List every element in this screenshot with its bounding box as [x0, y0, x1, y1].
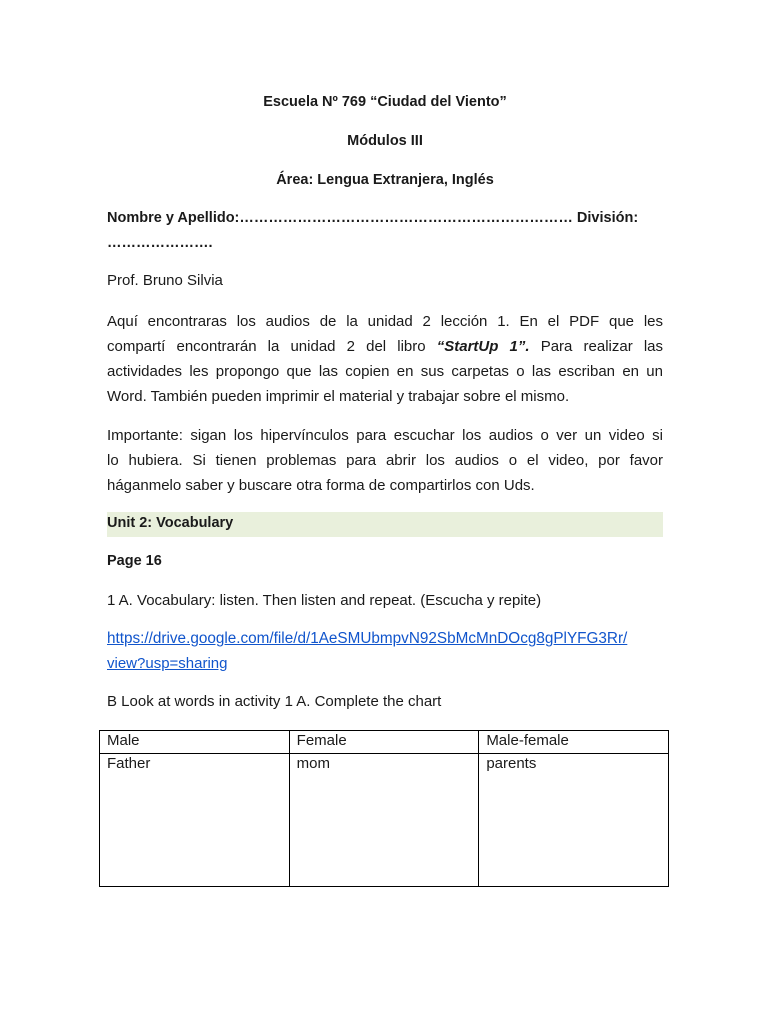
important-line-1: Importante: sigan los hipervínculos para escuchar los audios o ver un video si [107, 427, 663, 444]
important-line-2: lo hubiera. Si tienen problemas para abrir los audios o el video, por favor [107, 452, 663, 469]
division-blank: …………………. [107, 235, 213, 251]
intro-line-1: Aquí encontraras los audios de la unidad 2 lección 1. En el PDF que les [107, 313, 663, 330]
unit-title: Unit 2: Vocabulary [107, 515, 234, 531]
page-label: Page 16 [107, 553, 162, 569]
unit-heading-band [107, 512, 663, 537]
table-header-row [100, 731, 669, 754]
audio-link-line-1[interactable]: https://drive.google.com/file/d/1AeSMUbmpvN92SbMcMnDOcg8gPlYFG3Rr/ [107, 630, 628, 647]
intro-line-2-end: Para realizar las [540, 338, 664, 355]
intro-paragraph [107, 309, 663, 409]
header-cell-male: Male [100, 731, 290, 754]
school-title: Escuela Nº 769 “Ciudad del Viento” [263, 94, 507, 110]
table-row [100, 754, 669, 887]
intro-line-4: Word. También pueden imprimir el material y trabajar sobre el mismo. [107, 388, 570, 405]
student-name-line [107, 210, 638, 226]
module-title: Módulos III [347, 133, 423, 149]
header-cell-male-female: Male-female [479, 731, 669, 754]
cell-female[interactable]: mom [289, 754, 479, 887]
book-title: “StartUp 1”. [436, 338, 530, 355]
important-line-3: háganmelo saber y buscare otra forma de compartirlos con Uds. [107, 477, 535, 494]
activity-1a-instruction: 1 A. Vocabulary: listen. Then listen and repeat. (Escucha y repite) [107, 592, 542, 609]
important-paragraph [107, 423, 663, 498]
name-label: Nombre y Apellido:…………………………………………………………… [107, 210, 573, 226]
audio-link-line-2[interactable]: view?usp=sharing [107, 655, 228, 672]
division-label: División: [576, 210, 639, 226]
cell-male-female[interactable]: parents [479, 754, 669, 887]
intro-line-3: actividades les propongo que las copien en sus carpetas o las escriban en un [107, 363, 663, 380]
area-title: Área: Lengua Extranjera, Inglés [276, 172, 494, 188]
header-cell-female: Female [289, 731, 479, 754]
vocabulary-chart-table [99, 730, 669, 887]
activity-b-instruction: B Look at words in activity 1 A. Complete the chart [107, 693, 442, 710]
cell-male[interactable]: Father [100, 754, 290, 887]
intro-line-2-text: compartí encontrarán la unidad 2 del libro [107, 338, 426, 355]
teacher-name: Prof. Bruno Silvia [107, 272, 223, 289]
intro-line-2 [107, 334, 663, 359]
